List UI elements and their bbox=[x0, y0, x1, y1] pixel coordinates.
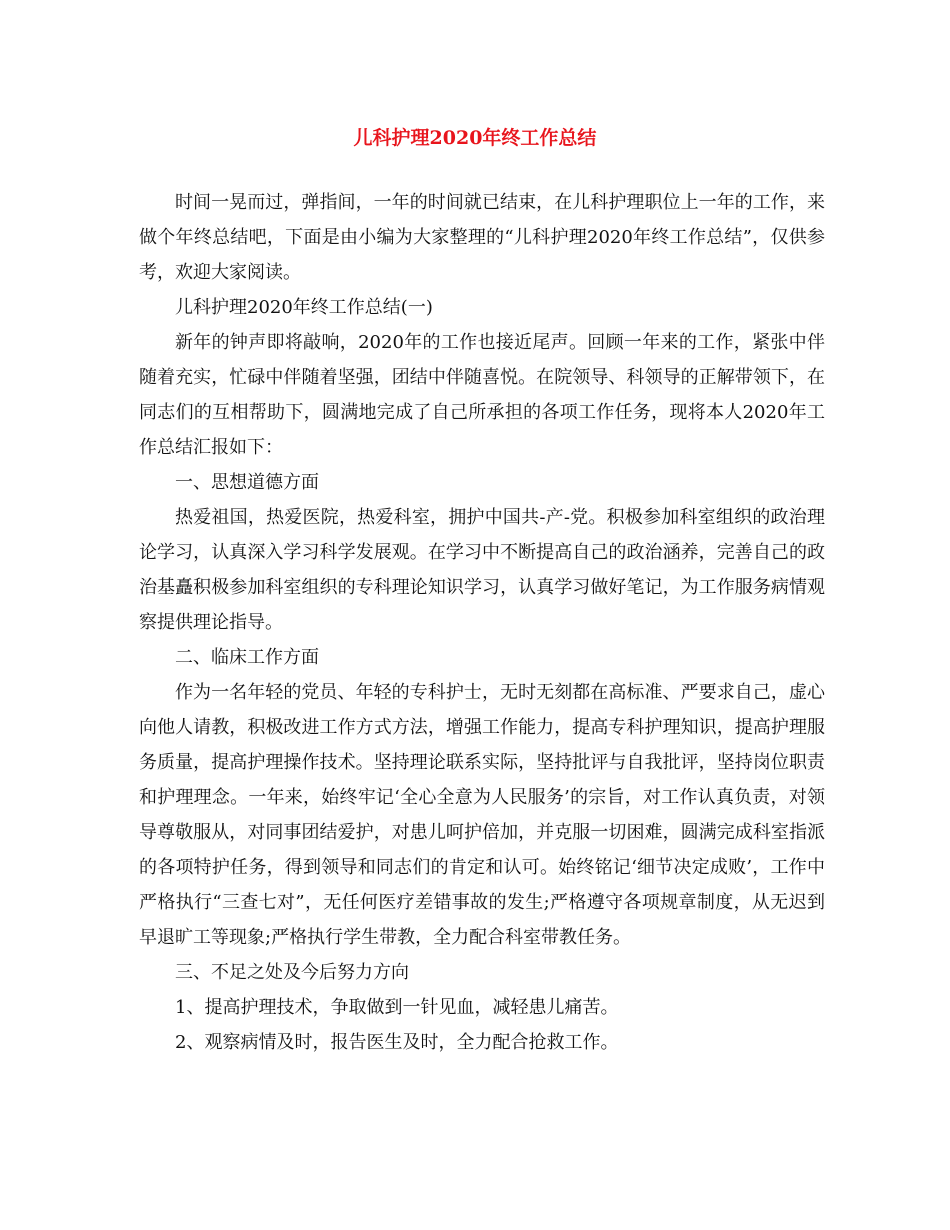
section-heading-ideology: 一、思想道德方面 bbox=[175, 472, 319, 493]
section-heading-clinical: 二、临床工作方面 bbox=[175, 647, 319, 668]
list-item-2: 2、观察病情及时，报告医生及时，全力配合抢救工作。 bbox=[175, 1032, 619, 1053]
paragraph-overview: 新年的钟声即将敲响，2020年的工作也接近尾声。回顾一年来的工作，紧张中伴随着充实，忙碌中伴随着坚强，团结中伴随喜悦。在院领导、科领导的正解带领下，在同志们的互相帮助下，圆满地完成了自己所承担的各项工作任务，现将本人2020年工作总结汇报如下： bbox=[139, 332, 825, 458]
paragraph-intro: 时间一晃而过，弹指间，一年的时间就已结束，在儿科护理职位上一年的工作，来做个年终总结吧，下面是由小编为大家整理的“儿科护理2020年终工作总结”，仅供参考，欢迎大家阅读。 bbox=[139, 192, 825, 283]
document-body bbox=[139, 185, 825, 1060]
paragraph-clinical: 作为一名年轻的党员、年轻的专科护士，无时无刻都在高标准、严要求自己，虚心向他人请教，积极改进工作方式方法，增强工作能力，提高专科护理知识，提高护理服务质量，提高护理操作技术。坚持理论联系实际，坚持批评与自我批评，坚持岗位职责和护理理念。一年来，始终牢记‘全心全意为人民服务’的宗旨，对工作认真负责，对领导尊敬服从，对同事团结爱护，对患儿呵护倍加，并克服一切困难，圆满完成科室指派的各项特护任务，得到领导和同志们的肯定和认可。始终铭记‘细节决定成败’，工作中严格执行“三查七对”，无任何医疗差错事故的发生;严格遵守各项规章制度，从无迟到早退旷工等现象;严格执行学生带教，全力配合科室带教任务。 bbox=[139, 682, 825, 948]
list-item-1: 1、提高护理技术，争取做到一针见血，减轻患儿痛苦。 bbox=[175, 997, 619, 1018]
section-heading-shortcomings: 三、不足之处及今后努力方向 bbox=[175, 962, 409, 983]
paragraph-ideology: 热爱祖国，热爱医院，热爱科室，拥护中国共-产-党。积极参加科室组织的政治理论学习，认真深入学习科学发展观。在学习中不断提高自己的政治涵养，完善自己的政治基矗积极参加科室组织的专科理论知识学习，认真学习做好笔记，为工作服务病情观察提供理论指导。 bbox=[139, 507, 825, 633]
section-heading-part-one: 儿科护理2020年终工作总结(一) bbox=[175, 297, 433, 318]
document-title: 儿科护理2020年终工作总结 bbox=[353, 127, 597, 149]
